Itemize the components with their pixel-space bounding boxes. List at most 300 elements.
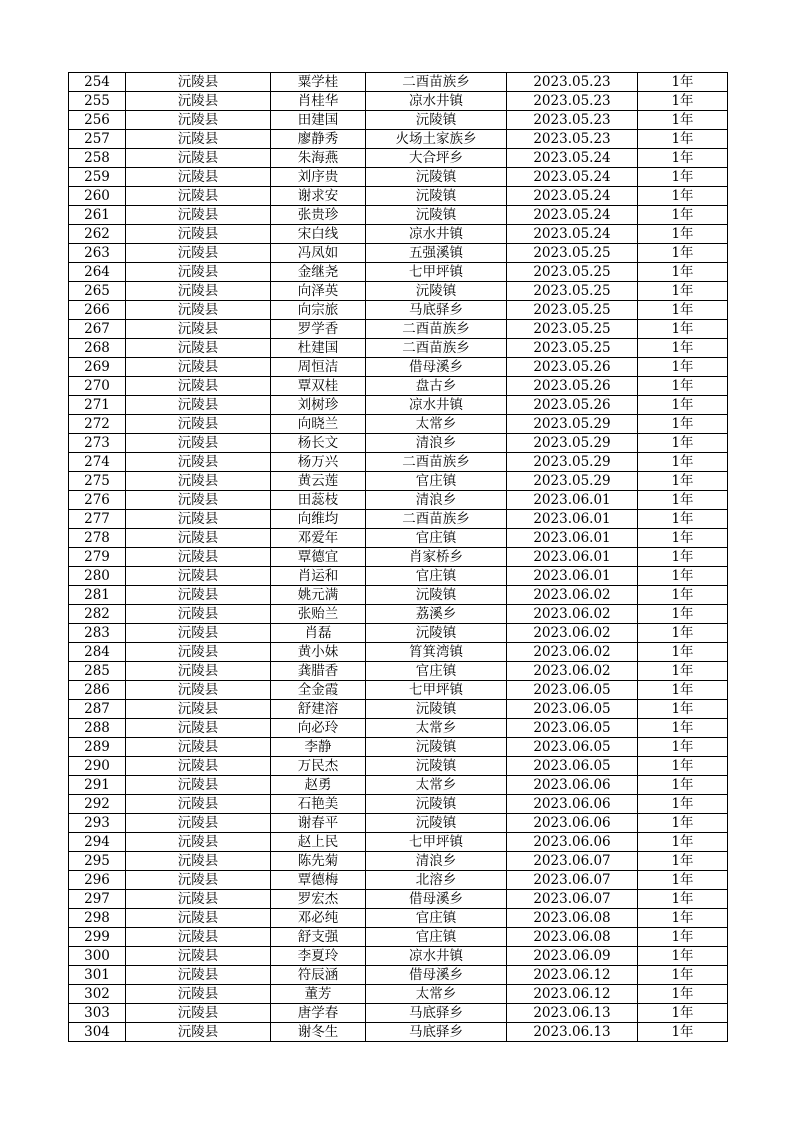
county-cell: 沅陵县: [126, 1023, 271, 1042]
name-cell: 杜建国: [271, 339, 366, 358]
table-row: [69, 92, 728, 111]
table-row: [69, 852, 728, 871]
township-cell: 沅陵镇: [366, 187, 507, 206]
name-cell: 刘序贵: [271, 168, 366, 187]
date-cell: 2023.06.12: [507, 985, 638, 1004]
name-cell: 谢冬生: [271, 1023, 366, 1042]
township-cell: 清浪乡: [366, 434, 507, 453]
date-cell: 2023.05.25: [507, 244, 638, 263]
name-cell: 田蕊枝: [271, 491, 366, 510]
township-cell: 太常乡: [366, 776, 507, 795]
row-number-cell: 255: [69, 92, 126, 111]
date-cell: 2023.06.08: [507, 928, 638, 947]
table-row: [69, 187, 728, 206]
name-cell: 张贵珍: [271, 206, 366, 225]
name-cell: 覃双桂: [271, 377, 366, 396]
township-cell: 沅陵镇: [366, 757, 507, 776]
table-row: [69, 377, 728, 396]
county-cell: 沅陵县: [126, 130, 271, 149]
date-cell: 2023.06.02: [507, 586, 638, 605]
table-row: [69, 206, 728, 225]
duration-cell: 1年: [638, 130, 728, 149]
name-cell: 粟学桂: [271, 73, 366, 92]
county-cell: 沅陵县: [126, 681, 271, 700]
date-cell: 2023.06.02: [507, 605, 638, 624]
date-cell: 2023.06.05: [507, 700, 638, 719]
row-number-cell: 279: [69, 548, 126, 567]
name-cell: 周恒洁: [271, 358, 366, 377]
row-number-cell: 304: [69, 1023, 126, 1042]
name-cell: 冯凤如: [271, 244, 366, 263]
row-number-cell: 280: [69, 567, 126, 586]
row-number-cell: 298: [69, 909, 126, 928]
county-cell: 沅陵县: [126, 985, 271, 1004]
name-cell: 舒建溶: [271, 700, 366, 719]
date-cell: 2023.06.02: [507, 643, 638, 662]
table-row: [69, 263, 728, 282]
name-cell: 董芳: [271, 985, 366, 1004]
county-cell: 沅陵县: [126, 529, 271, 548]
county-cell: 沅陵县: [126, 301, 271, 320]
table-row: [69, 548, 728, 567]
table-row: [69, 358, 728, 377]
duration-cell: 1年: [638, 358, 728, 377]
row-number-cell: 272: [69, 415, 126, 434]
name-cell: 李夏玲: [271, 947, 366, 966]
duration-cell: 1年: [638, 947, 728, 966]
date-cell: 2023.05.26: [507, 396, 638, 415]
row-number-cell: 278: [69, 529, 126, 548]
county-cell: 沅陵县: [126, 187, 271, 206]
county-cell: 沅陵县: [126, 282, 271, 301]
table-row: [69, 814, 728, 833]
row-number-cell: 264: [69, 263, 126, 282]
county-cell: 沅陵县: [126, 206, 271, 225]
township-cell: 借母溪乡: [366, 890, 507, 909]
row-number-cell: 269: [69, 358, 126, 377]
duration-cell: 1年: [638, 567, 728, 586]
duration-cell: 1年: [638, 681, 728, 700]
table-row: [69, 624, 728, 643]
row-number-cell: 300: [69, 947, 126, 966]
table-row: [69, 890, 728, 909]
duration-cell: 1年: [638, 377, 728, 396]
table-row: [69, 757, 728, 776]
row-number-cell: 288: [69, 719, 126, 738]
township-cell: 官庄镇: [366, 529, 507, 548]
date-cell: 2023.06.05: [507, 681, 638, 700]
table-row: [69, 149, 728, 168]
date-cell: 2023.05.24: [507, 149, 638, 168]
duration-cell: 1年: [638, 1004, 728, 1023]
name-cell: 赵上民: [271, 833, 366, 852]
date-cell: 2023.05.25: [507, 301, 638, 320]
date-cell: 2023.06.08: [507, 909, 638, 928]
table-row: [69, 472, 728, 491]
county-cell: 沅陵县: [126, 757, 271, 776]
name-cell: 覃德宜: [271, 548, 366, 567]
county-cell: 沅陵县: [126, 377, 271, 396]
date-cell: 2023.05.25: [507, 320, 638, 339]
county-cell: 沅陵县: [126, 453, 271, 472]
name-cell: 谢春平: [271, 814, 366, 833]
duration-cell: 1年: [638, 700, 728, 719]
name-cell: 谢求安: [271, 187, 366, 206]
township-cell: 沅陵镇: [366, 206, 507, 225]
duration-cell: 1年: [638, 92, 728, 111]
duration-cell: 1年: [638, 73, 728, 92]
name-cell: 向泽英: [271, 282, 366, 301]
row-number-cell: 295: [69, 852, 126, 871]
township-cell: 沅陵镇: [366, 624, 507, 643]
county-cell: 沅陵县: [126, 624, 271, 643]
township-cell: 凉水井镇: [366, 947, 507, 966]
duration-cell: 1年: [638, 928, 728, 947]
row-number-cell: 282: [69, 605, 126, 624]
name-cell: 肖磊: [271, 624, 366, 643]
township-cell: 太常乡: [366, 985, 507, 1004]
row-number-cell: 276: [69, 491, 126, 510]
row-number-cell: 274: [69, 453, 126, 472]
table-row: [69, 738, 728, 757]
name-cell: 罗宏杰: [271, 890, 366, 909]
township-cell: 清浪乡: [366, 491, 507, 510]
name-cell: 邓必纯: [271, 909, 366, 928]
date-cell: 2023.06.09: [507, 947, 638, 966]
row-number-cell: 258: [69, 149, 126, 168]
date-cell: 2023.06.02: [507, 624, 638, 643]
date-cell: 2023.05.29: [507, 453, 638, 472]
table-row: [69, 985, 728, 1004]
date-cell: 2023.06.07: [507, 890, 638, 909]
duration-cell: 1年: [638, 339, 728, 358]
row-number-cell: 296: [69, 871, 126, 890]
name-cell: 张贻兰: [271, 605, 366, 624]
table-row: [69, 567, 728, 586]
table-row: [69, 510, 728, 529]
table-row: [69, 700, 728, 719]
township-cell: 七甲坪镇: [366, 681, 507, 700]
date-cell: 2023.05.26: [507, 377, 638, 396]
name-cell: 肖运和: [271, 567, 366, 586]
name-cell: 向宗旅: [271, 301, 366, 320]
duration-cell: 1年: [638, 738, 728, 757]
date-cell: 2023.06.07: [507, 852, 638, 871]
table-row: [69, 168, 728, 187]
township-cell: 清浪乡: [366, 852, 507, 871]
duration-cell: 1年: [638, 833, 728, 852]
township-cell: 沅陵镇: [366, 814, 507, 833]
county-cell: 沅陵县: [126, 738, 271, 757]
row-number-cell: 256: [69, 111, 126, 130]
township-cell: 沅陵镇: [366, 700, 507, 719]
duration-cell: 1年: [638, 757, 728, 776]
name-cell: 石艳美: [271, 795, 366, 814]
name-cell: 舒支强: [271, 928, 366, 947]
table-row: [69, 434, 728, 453]
row-number-cell: 254: [69, 73, 126, 92]
name-cell: 向晓兰: [271, 415, 366, 434]
table-row: [69, 130, 728, 149]
duration-cell: 1年: [638, 909, 728, 928]
county-cell: 沅陵县: [126, 472, 271, 491]
date-cell: 2023.06.01: [507, 548, 638, 567]
duration-cell: 1年: [638, 605, 728, 624]
duration-cell: 1年: [638, 472, 728, 491]
date-cell: 2023.05.29: [507, 415, 638, 434]
row-number-cell: 301: [69, 966, 126, 985]
date-cell: 2023.05.29: [507, 472, 638, 491]
date-cell: 2023.05.25: [507, 263, 638, 282]
county-cell: 沅陵县: [126, 434, 271, 453]
name-cell: 向必玲: [271, 719, 366, 738]
county-cell: 沅陵县: [126, 149, 271, 168]
name-cell: 龚腊香: [271, 662, 366, 681]
duration-cell: 1年: [638, 852, 728, 871]
township-cell: 二酉苗族乡: [366, 510, 507, 529]
name-cell: 刘树珍: [271, 396, 366, 415]
duration-cell: 1年: [638, 415, 728, 434]
township-cell: 马底驿乡: [366, 1004, 507, 1023]
table-row: [69, 928, 728, 947]
row-number-cell: 290: [69, 757, 126, 776]
township-cell: 马底驿乡: [366, 301, 507, 320]
date-cell: 2023.05.29: [507, 434, 638, 453]
township-cell: 官庄镇: [366, 472, 507, 491]
row-number-cell: 275: [69, 472, 126, 491]
table-row: [69, 73, 728, 92]
township-cell: 官庄镇: [366, 662, 507, 681]
duration-cell: 1年: [638, 985, 728, 1004]
township-cell: 荔溪乡: [366, 605, 507, 624]
county-cell: 沅陵县: [126, 510, 271, 529]
county-cell: 沅陵县: [126, 111, 271, 130]
row-number-cell: 302: [69, 985, 126, 1004]
date-cell: 2023.05.23: [507, 73, 638, 92]
row-number-cell: 285: [69, 662, 126, 681]
row-number-cell: 287: [69, 700, 126, 719]
row-number-cell: 293: [69, 814, 126, 833]
township-cell: 肖家桥乡: [366, 548, 507, 567]
duration-cell: 1年: [638, 282, 728, 301]
row-number-cell: 283: [69, 624, 126, 643]
name-cell: 杨长文: [271, 434, 366, 453]
table-row: [69, 643, 728, 662]
date-cell: 2023.06.06: [507, 833, 638, 852]
row-number-cell: 263: [69, 244, 126, 263]
row-number-cell: 286: [69, 681, 126, 700]
duration-cell: 1年: [638, 871, 728, 890]
row-number-cell: 270: [69, 377, 126, 396]
row-number-cell: 294: [69, 833, 126, 852]
township-cell: 五强溪镇: [366, 244, 507, 263]
name-cell: 全金霞: [271, 681, 366, 700]
duration-cell: 1年: [638, 168, 728, 187]
township-cell: 沅陵镇: [366, 282, 507, 301]
table-row: [69, 1004, 728, 1023]
township-cell: 沅陵镇: [366, 795, 507, 814]
table-row: [69, 1023, 728, 1042]
date-cell: 2023.06.01: [507, 529, 638, 548]
row-number-cell: 289: [69, 738, 126, 757]
date-cell: 2023.06.01: [507, 510, 638, 529]
county-cell: 沅陵县: [126, 586, 271, 605]
county-cell: 沅陵县: [126, 719, 271, 738]
row-number-cell: 299: [69, 928, 126, 947]
date-cell: 2023.06.12: [507, 966, 638, 985]
name-cell: 肖桂华: [271, 92, 366, 111]
duration-cell: 1年: [638, 1023, 728, 1042]
table-row: [69, 491, 728, 510]
county-cell: 沅陵县: [126, 947, 271, 966]
table-row: [69, 111, 728, 130]
row-number-cell: 262: [69, 225, 126, 244]
name-cell: 黄云莲: [271, 472, 366, 491]
township-cell: 马底驿乡: [366, 1023, 507, 1042]
township-cell: 火场土家族乡: [366, 130, 507, 149]
county-cell: 沅陵县: [126, 795, 271, 814]
row-number-cell: 291: [69, 776, 126, 795]
duration-cell: 1年: [638, 586, 728, 605]
name-cell: 向维均: [271, 510, 366, 529]
county-cell: 沅陵县: [126, 966, 271, 985]
table-row: [69, 776, 728, 795]
name-cell: 宋白线: [271, 225, 366, 244]
table-row: [69, 320, 728, 339]
table-row: [69, 339, 728, 358]
duration-cell: 1年: [638, 491, 728, 510]
duration-cell: 1年: [638, 719, 728, 738]
date-cell: 2023.06.05: [507, 719, 638, 738]
table-row: [69, 244, 728, 263]
date-cell: 2023.06.05: [507, 738, 638, 757]
table-row: [69, 453, 728, 472]
duration-cell: 1年: [638, 453, 728, 472]
row-number-cell: 271: [69, 396, 126, 415]
duration-cell: 1年: [638, 111, 728, 130]
name-cell: 万民杰: [271, 757, 366, 776]
county-cell: 沅陵县: [126, 871, 271, 890]
name-cell: 朱海燕: [271, 149, 366, 168]
township-cell: 借母溪乡: [366, 358, 507, 377]
duration-cell: 1年: [638, 548, 728, 567]
date-cell: 2023.06.06: [507, 776, 638, 795]
duration-cell: 1年: [638, 890, 728, 909]
name-cell: 唐学春: [271, 1004, 366, 1023]
row-number-cell: 266: [69, 301, 126, 320]
duration-cell: 1年: [638, 529, 728, 548]
township-cell: 沅陵镇: [366, 168, 507, 187]
row-number-cell: 281: [69, 586, 126, 605]
name-cell: 赵勇: [271, 776, 366, 795]
row-number-cell: 268: [69, 339, 126, 358]
row-number-cell: 273: [69, 434, 126, 453]
county-cell: 沅陵县: [126, 833, 271, 852]
township-cell: 大合坪乡: [366, 149, 507, 168]
table-row: [69, 871, 728, 890]
table-row: [69, 529, 728, 548]
county-cell: 沅陵县: [126, 244, 271, 263]
county-cell: 沅陵县: [126, 852, 271, 871]
row-number-cell: 292: [69, 795, 126, 814]
name-cell: 李静: [271, 738, 366, 757]
date-cell: 2023.06.02: [507, 662, 638, 681]
name-cell: 符辰涵: [271, 966, 366, 985]
township-cell: 官庄镇: [366, 928, 507, 947]
row-number-cell: 284: [69, 643, 126, 662]
county-cell: 沅陵县: [126, 548, 271, 567]
records-table-body: [69, 73, 728, 1042]
name-cell: 黄小妹: [271, 643, 366, 662]
table-row: [69, 966, 728, 985]
row-number-cell: 277: [69, 510, 126, 529]
row-number-cell: 261: [69, 206, 126, 225]
county-cell: 沅陵县: [126, 890, 271, 909]
township-cell: 沅陵镇: [366, 586, 507, 605]
name-cell: 廖静秀: [271, 130, 366, 149]
name-cell: 覃德梅: [271, 871, 366, 890]
date-cell: 2023.06.13: [507, 1023, 638, 1042]
township-cell: 二酉苗族乡: [366, 73, 507, 92]
duration-cell: 1年: [638, 225, 728, 244]
row-number-cell: 297: [69, 890, 126, 909]
duration-cell: 1年: [638, 149, 728, 168]
county-cell: 沅陵县: [126, 225, 271, 244]
table-row: [69, 833, 728, 852]
county-cell: 沅陵县: [126, 567, 271, 586]
table-row: [69, 396, 728, 415]
county-cell: 沅陵县: [126, 700, 271, 719]
row-number-cell: 267: [69, 320, 126, 339]
duration-cell: 1年: [638, 396, 728, 415]
duration-cell: 1年: [638, 662, 728, 681]
name-cell: 金继尧: [271, 263, 366, 282]
county-cell: 沅陵县: [126, 1004, 271, 1023]
name-cell: 罗学香: [271, 320, 366, 339]
duration-cell: 1年: [638, 795, 728, 814]
county-cell: 沅陵县: [126, 605, 271, 624]
row-number-cell: 259: [69, 168, 126, 187]
table-row: [69, 719, 728, 738]
table-row: [69, 225, 728, 244]
duration-cell: 1年: [638, 244, 728, 263]
date-cell: 2023.06.06: [507, 795, 638, 814]
county-cell: 沅陵县: [126, 320, 271, 339]
township-cell: 凉水井镇: [366, 92, 507, 111]
township-cell: 官庄镇: [366, 567, 507, 586]
table-row: [69, 909, 728, 928]
duration-cell: 1年: [638, 187, 728, 206]
name-cell: 杨万兴: [271, 453, 366, 472]
name-cell: 田建国: [271, 111, 366, 130]
name-cell: 陈先菊: [271, 852, 366, 871]
duration-cell: 1年: [638, 643, 728, 662]
township-cell: 太常乡: [366, 415, 507, 434]
row-number-cell: 260: [69, 187, 126, 206]
township-cell: 二酉苗族乡: [366, 339, 507, 358]
records-table: [68, 72, 728, 1042]
duration-cell: 1年: [638, 624, 728, 643]
table-row: [69, 795, 728, 814]
table-row: [69, 415, 728, 434]
table-row: [69, 681, 728, 700]
date-cell: 2023.06.05: [507, 757, 638, 776]
county-cell: 沅陵县: [126, 168, 271, 187]
duration-cell: 1年: [638, 776, 728, 795]
date-cell: 2023.05.25: [507, 282, 638, 301]
row-number-cell: 303: [69, 1004, 126, 1023]
township-cell: 筲箕湾镇: [366, 643, 507, 662]
